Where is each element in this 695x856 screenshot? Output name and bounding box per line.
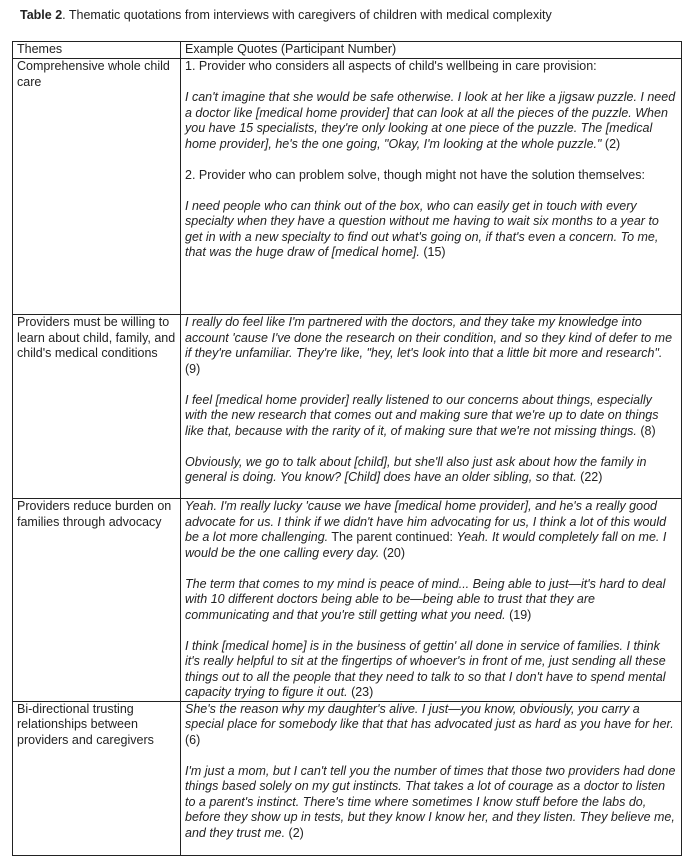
participant-number: (8) (636, 423, 656, 438)
quote: She's the reason why my daughter's alive. I just—you know, obviously, you carry a special place for somebody like that that has advocated just as hard as you have for her. (6) (185, 701, 674, 747)
quote: I'm just a mom, but I can't tell you the number of times that those two providers had done things based solely on my gut instincts. That takes a lot of courage as a doctor to listen to a parent's instinct. There's time where sometimes I know stuff before the labs do, before they show up in tests, but they know I know her, and they listen. They believe me, and they trust me. (2) (185, 763, 676, 840)
quotes-cell (181, 59, 682, 315)
quote: I need people who can think out of the box, who can easily get in touch with every specialty when they have a question without me having to wait six months to a year to get in with a new specialty to find out what's going on, if that's even a concern. To me, that was the huge draw of [medical home]. (15) (185, 198, 659, 259)
table-caption-text: . Thematic quotations from interviews with caregivers of children with medical complexity (62, 8, 552, 22)
theme-cell: Providers must be willing to learn about child, family, and child's medical conditions (13, 315, 181, 499)
quotes-cell (181, 315, 682, 499)
quote: I can't imagine that she would be safe otherwise. I look at her like a jigsaw puzzle. I need a doctor like [medical home provider] that can look at all the pieces of the puzzle. When you have 15 specialists, they're only looking at one piece of the puzzle. The [medical home provider], he's the one going, "Okay, I'm looking at the whole puzzle." (2) (185, 90, 676, 151)
participant-number: (22) (576, 470, 603, 484)
quotes-cell (181, 499, 682, 702)
quote-interjection: The parent continued: (328, 530, 457, 544)
participant-number: (9) (185, 361, 201, 376)
theme-cell: Bi-directional trusting relationships between providers and caregivers (13, 701, 181, 855)
column-header-quotes: Example Quotes (Participant Number) (181, 42, 682, 59)
quote: Yeah. I'm really lucky 'cause we have [medical home provider], and he's a really good advocate for us. I think if we didn't have him advocating for us, I think a lot of this would be a lot more challenging. The parent continued: Yeah. It would completely fall on me. I would be the one calling every day. (20) (185, 499, 667, 560)
theme-cell: Comprehensive whole child care (13, 59, 181, 315)
participant-number: (20) (379, 545, 406, 560)
table-caption (20, 7, 552, 23)
participant-number: (23) (347, 685, 374, 699)
participant-number: (6) (185, 732, 201, 747)
participant-number: (2) (601, 136, 621, 151)
table-row (13, 59, 682, 315)
table-caption-label: Table 2 (20, 8, 63, 22)
quote-subheading: 1. Provider who considers all aspects of child's wellbeing in care provision: (185, 59, 597, 73)
quote: I really do feel like I'm partnered with the doctors, and they take my knowledge into account 'cause I've done the research on their condition, and so they kind of defer to me if they're unfamiliar. They're like, "hey, let's look into that a little bit more and research". (9) (185, 315, 673, 376)
theme-cell: Providers reduce burden on families through advocacy (13, 499, 181, 702)
table-row (13, 701, 682, 855)
quote: I think [medical home] is in the business of gettin' all done in service of families. I think it's really helpful to sit at the fingertips of whoever's in front of me, just sending all these things out to all the people that they need to talk to so that I don't have to spend mental capacity trying to figure it out. (23) (185, 638, 666, 699)
participant-number: (19) (505, 607, 532, 622)
quote: I feel [medical home provider] really listened to our concerns about things, especially with the new research that comes out and making sure that we're up to date on things like that, because with the rarity of it, of making sure that we're not missing things. (8) (185, 392, 659, 438)
quote: Obviously, we go to talk about [child], but she'll also just ask about how the family in general is doing. You know? [Child] does have an older sibling, so that. (22) (185, 454, 647, 484)
participant-number: (2) (285, 825, 304, 840)
quote: The term that comes to my mind is peace of mind... Being able to just—it's hard to deal with 10 different doctors being able to be—being able to trust that they are communicating and that you're still getting what you need. (19) (185, 576, 666, 622)
table-header-row (13, 42, 682, 59)
participant-number: (15) (419, 245, 446, 259)
column-header-themes: Themes (13, 42, 181, 59)
quote-subheading: 2. Provider who can problem solve, though might not have the solution themselves: (185, 167, 645, 182)
themes-table (12, 41, 682, 856)
quotes-cell (181, 701, 682, 855)
table-row (13, 315, 682, 499)
table-row (13, 499, 682, 702)
